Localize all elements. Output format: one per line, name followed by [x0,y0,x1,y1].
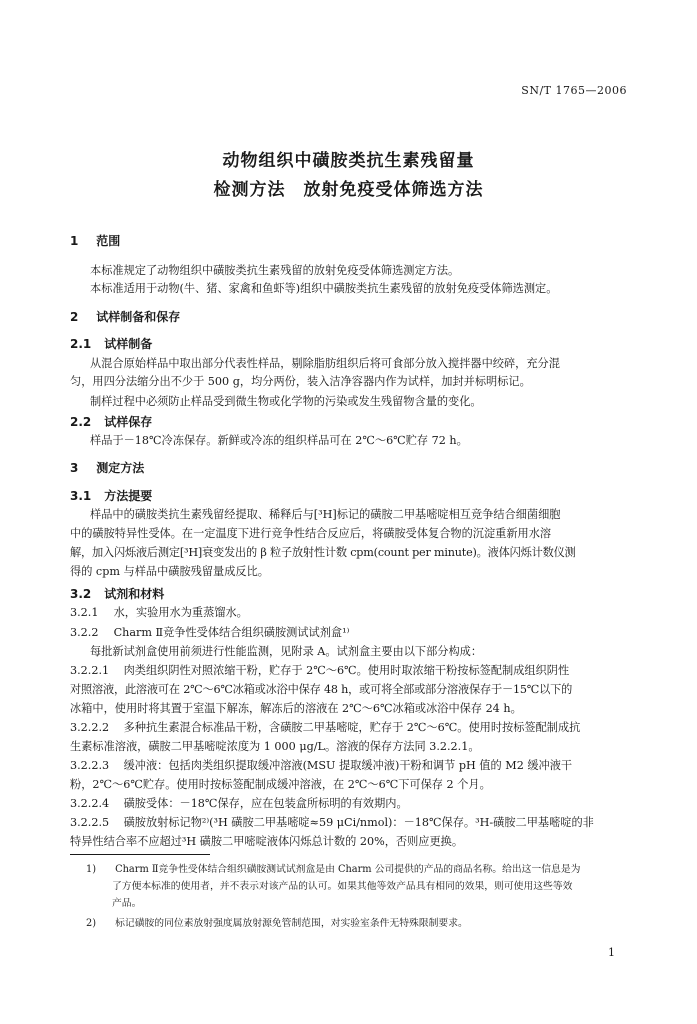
footnote-mark: 1) [86,864,97,875]
clause-3-2-2-1 [70,662,569,679]
section-2-2-heading [70,413,152,430]
paragraph: 粉，2℃～6℃贮存。使用时按标签配制成缓冲溶液，在 2℃～6℃下可保存 2 个月。 [70,778,491,791]
section-number: 3.2 [70,587,92,601]
clause-number: 3.2.2 [70,626,99,639]
clause-text: 磺胺受体：－18℃保存，应在包装盒所标明的有效期内。 [123,797,408,810]
clause-3-2-2-4 [70,795,408,812]
section-number: 3 [70,461,79,475]
clause-number: 3.2.2.5 [70,816,110,829]
paragraph: 样品于－18℃冷冻保存。新鲜或冷冻的组织样品可在 2℃～6℃贮存 72 h。 [90,434,468,447]
clause-text: 水，实验用水为重蒸馏水。 [113,606,248,619]
clause-number: 3.2.1 [70,606,99,619]
paragraph: 中的磺胺特异性受体。在一定温度下进行竞争性结合反应后，将磺胺受体复合物的沉淀重新用水溶 [70,527,552,540]
footnote-2 [86,916,468,931]
clause-text: 磺胺放射标记物²⁾(³H 磺胺二甲基嘧啶≈59 μCi/nmol)：－18℃保存。³H-磺胺二甲基嘧啶的非 [123,816,594,829]
paragraph: 本标准适用于动物(牛、猪、家禽和鱼虾等)组织中磺胺类抗生素残留的放射免疫受体筛选测定。 [90,282,558,295]
section-title: 试样制备和保存 [96,310,181,324]
paragraph: 从混合原始样品中取出部分代表性样品，剔除脂肪组织后将可食部分放入搅拌器中绞碎，充分混 [90,357,560,370]
section-title: 试样保存 [104,415,153,429]
section-2-heading [70,308,180,325]
paragraph: 匀，用四分法缩分出不少于 500 g，均分两份，装入洁净容器内作为试样，加封并标明标记。 [70,375,531,388]
clause-3-2-2 [70,624,349,641]
section-title: 范围 [96,234,121,248]
footnote-mark: 2) [86,918,97,929]
paragraph: 每批新试剂盒使用前须进行性能监测，见附录 A。试剂盒主要由以下部分构成： [90,645,483,658]
paragraph: 得的 cpm 与样品中磺胺残留量成反比。 [70,565,269,578]
section-3-2-heading [70,585,164,602]
clause-number: 3.2.2.1 [70,664,110,677]
standard-number: SN/T 1765—2006 [521,84,627,97]
footnote-text: 了方便本标准的使用者，并不表示对该产品的认可。如果其他等效产品具有相同的效果，则可使用这些等效 [112,881,573,892]
paragraph: 生素标准溶液，磺胺二甲基嘧啶浓度为 1 000 μg/L。溶液的保存方法同 3.2.2.1。 [70,740,480,753]
clause-3-2-2-5 [70,814,594,831]
clause-3-2-2-2 [70,719,580,736]
clause-text: 缓冲液：包括肉类组织提取缓冲溶液(MSU 提取缓冲液)干粉和调节 pH 值的 M2 缓冲液干 [123,759,573,772]
clause-number: 3.2.2.3 [70,759,110,772]
clause-number: 3.2.2.2 [70,721,110,734]
section-number: 3.1 [70,489,92,503]
paragraph: 对照溶液，此溶液可在 2℃～6℃冰箱或冰浴中保存 48 h，或可将全部或部分溶液保存于－15℃以下的 [70,683,573,696]
paragraph: 冰箱中，使用时将其置于室温下解冻，解冻后的溶液在 2℃～6℃冰箱或冰浴中保存 24 h。 [70,702,522,715]
section-number: 2.1 [70,337,92,351]
section-3-1-heading [70,487,152,504]
section-title: 方法提要 [104,489,153,503]
clause-text: Charm Ⅱ竞争性受体结合组织磺胺测试试剂盒¹⁾ [113,626,350,639]
section-title: 测定方法 [96,461,145,475]
paragraph: 解，加入闪烁液后测定[³H]衰变发出的 β 粒子放射性计数 cpm(count per minute)。液体闪烁计数仪测 [70,546,576,559]
section-3-heading [70,459,144,476]
section-title: 试剂和材料 [104,587,165,601]
section-number: 2 [70,310,79,324]
paragraph: 本标准规定了动物组织中磺胺类抗生素残留的放射免疫受体筛选测定方法。 [90,264,460,277]
section-1-heading [70,232,120,249]
clause-3-2-1 [70,604,248,621]
section-number: 2.2 [70,415,92,429]
clause-number: 3.2.2.4 [70,797,110,810]
footnote-text: Charm Ⅱ竞争性受体结合组织磺胺测试试剂盒是由 Charm 公司提供的产品的商品名称。给出这一信息是为 [115,864,581,875]
footnote-text: 标记磺胺的同位素放射强度属放射源免管制范围，对实验室条件无特殊限制要求。 [115,918,468,929]
section-2-1-heading [70,335,152,352]
paragraph: 样品中的磺胺类抗生素残留经提取、稀释后与[³H]标记的磺胺二甲基嘧啶相互竞争结合细菌细胞 [90,508,561,521]
paragraph: 制样过程中必须防止样品受到微生物或化学物的污染或发生残留物含量的变化。 [90,395,482,408]
document-title-line1: 动物组织中磺胺类抗生素残留量 [222,151,475,171]
footnote-text: 产品。 [112,898,142,909]
footnote-separator [70,854,210,855]
paragraph: 特异性结合率不应超过³H 磺胺二甲嘧啶液体闪烁总计数的 20%，否则应更换。 [70,835,464,848]
section-title: 试样制备 [104,337,153,351]
section-number: 1 [70,234,79,248]
page-number: 1 [608,946,615,959]
document-title-line2: 检测方法 放射免疫受体筛选方法 [213,180,484,200]
clause-text: 肉类组织阴性对照浓缩干粉，贮存于 2℃～6℃。使用时取浓缩干粉按标签配制成组织阴性 [123,664,570,677]
clause-3-2-2-3 [70,757,572,774]
footnote-1 [86,862,580,877]
clause-text: 多种抗生素混合标准品干粉，含磺胺二甲基嘧啶，贮存于 2℃～6℃。使用时按标签配制成抗 [123,721,581,734]
